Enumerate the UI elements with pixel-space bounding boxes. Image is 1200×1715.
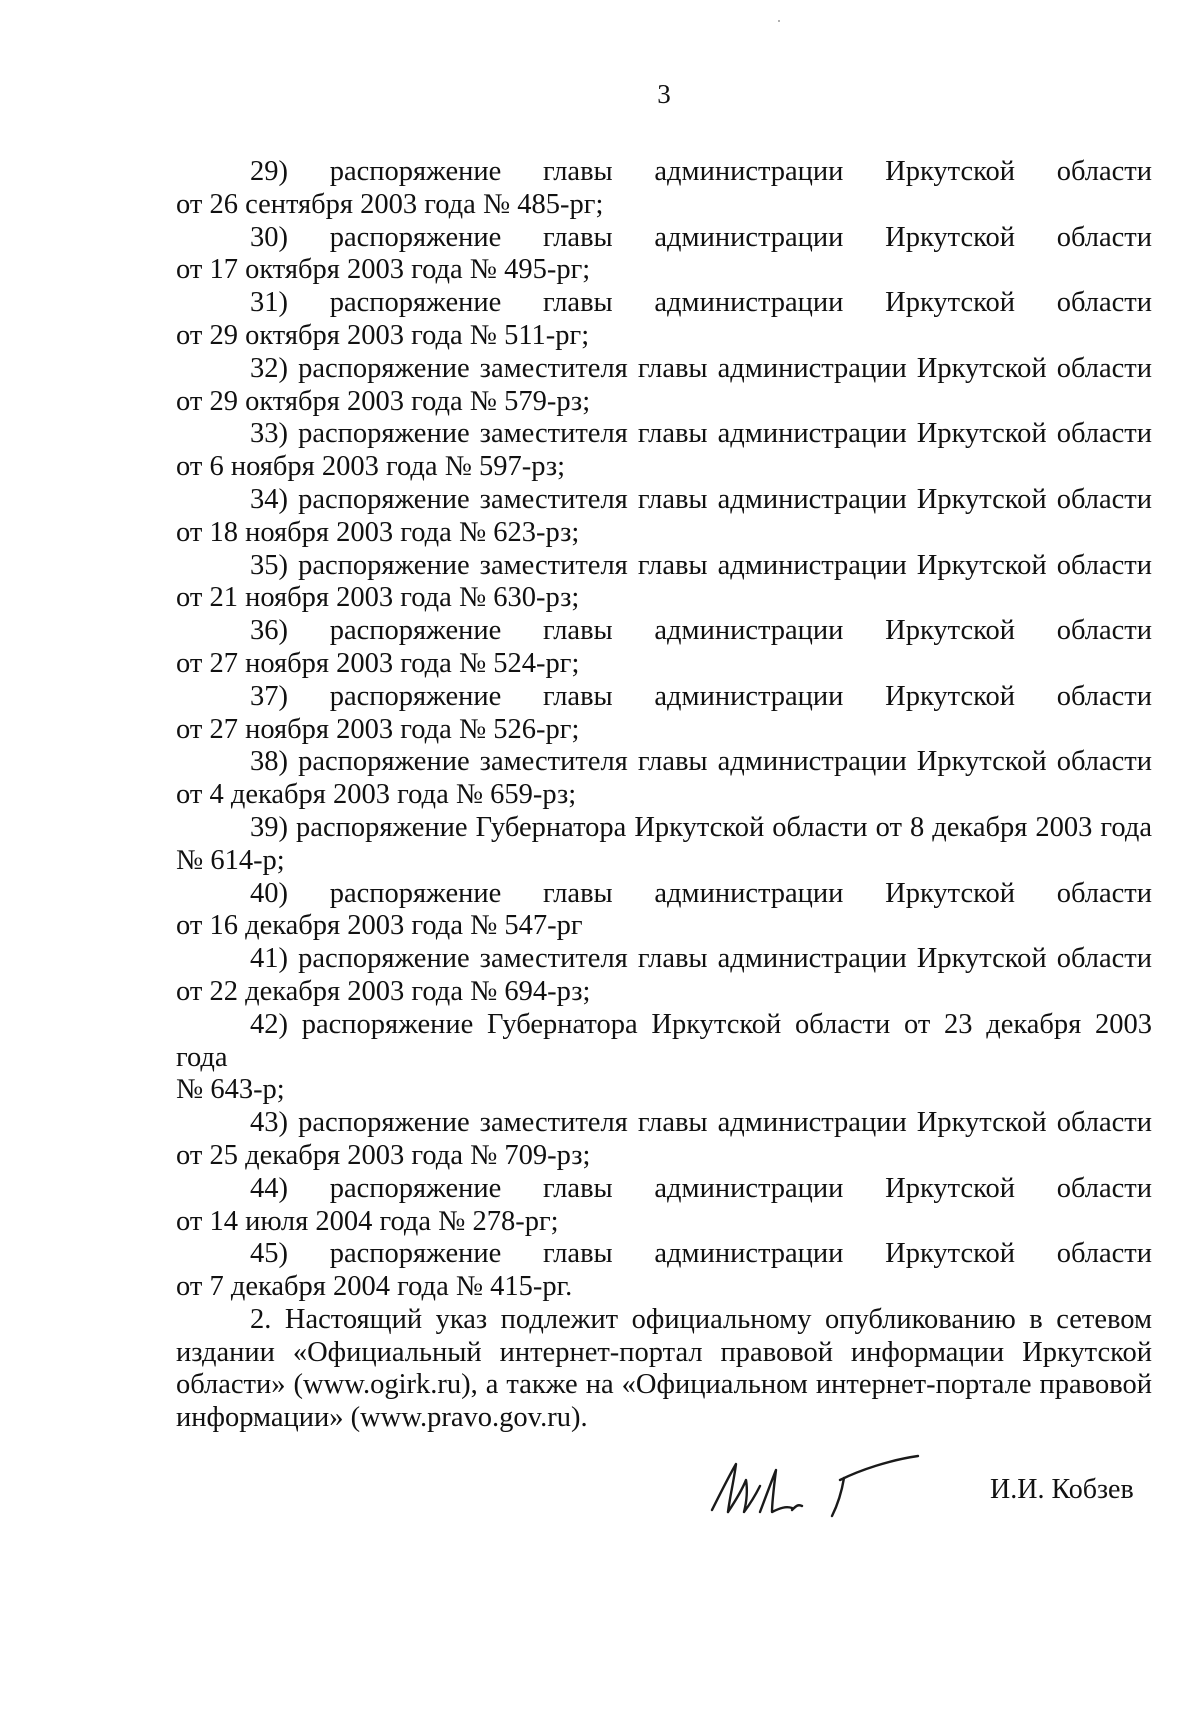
item-continuation: № 643-р;	[176, 1074, 285, 1106]
list-item	[176, 287, 1152, 320]
list-item	[176, 746, 1152, 779]
item-text: распоряжение заместителя главы администрации Иркутской области	[298, 549, 1152, 581]
item-number: 31)	[250, 287, 288, 319]
item-text: распоряжение главы администрации Иркутской области	[329, 287, 1153, 319]
item-text: распоряжение заместителя главы администрации Иркутской области	[298, 483, 1152, 515]
item-number: 35)	[250, 549, 288, 581]
item-continuation: от 17 октября 2003 года № 495-рг;	[176, 254, 591, 286]
item-number: 34)	[250, 483, 288, 515]
item-continuation: от 7 декабря 2004 года № 415-рг.	[176, 1271, 573, 1303]
item-number: 29)	[250, 156, 288, 187]
list-item	[176, 1173, 1152, 1206]
item-number: 32)	[250, 352, 288, 384]
item-number: 37)	[250, 680, 288, 712]
item-text: распоряжение заместителя главы администрации Иркутской области	[298, 943, 1152, 975]
item-continuation: от 29 октября 2003 года № 579-рз;	[176, 385, 591, 417]
item-continuation: от 22 декабря 2003 года № 694-рз;	[176, 975, 591, 1007]
item-text: распоряжение заместителя главы администрации Иркутской области	[298, 1107, 1152, 1139]
item-number: 36)	[250, 615, 288, 647]
item-number: 43)	[250, 1107, 288, 1139]
list-item	[176, 550, 1152, 583]
item-continuation: от 6 ноября 2003 года № 597-рз;	[176, 451, 566, 483]
item-continuation: от 29 октября 2003 года № 511-рг;	[176, 319, 590, 351]
list-item	[176, 1009, 1152, 1075]
item-continuation: от 25 декабря 2003 года № 709-рз;	[176, 1139, 591, 1171]
signer-name: И.И. Кобзев	[990, 1474, 1134, 1505]
document-body	[176, 156, 1152, 1435]
item-number: 33)	[250, 418, 288, 450]
list-item	[176, 1107, 1152, 1140]
page-number: 3	[657, 79, 671, 109]
items-list	[176, 156, 1152, 1304]
list-item	[176, 1238, 1152, 1271]
list-item	[176, 156, 1152, 189]
item-text: распоряжение главы администрации Иркутской области	[329, 680, 1153, 712]
item-text: распоряжение главы администрации Иркутской области	[329, 221, 1153, 253]
list-item	[176, 878, 1152, 911]
list-item	[176, 484, 1152, 517]
publication-paragraph: 2. Настоящий указ подлежит официальному опубликованию в сетевом издании «Официальный интернет-портал правовой информации Иркутской области» (www.ogirk.ru), а также на «Официальном интернет-портале правовой информации» (www.pravo.gov.ru).	[176, 1303, 1152, 1434]
item-text: распоряжение Губернатора Иркутской области от 23 декабря 2003 года	[176, 1008, 1152, 1073]
item-number: 41)	[250, 943, 288, 975]
item-number: 40)	[250, 877, 288, 909]
handwritten-signature	[700, 1450, 930, 1530]
item-number: 38)	[250, 746, 288, 778]
item-continuation: № 614-р;	[176, 844, 285, 876]
list-item	[176, 615, 1152, 648]
signature-block	[700, 1450, 1160, 1530]
item-text: распоряжение заместителя главы администрации Иркутской области	[298, 352, 1152, 384]
item-number: 39)	[250, 811, 288, 843]
item-continuation: от 14 июля 2004 года № 278-рг;	[176, 1205, 559, 1237]
item-text: распоряжение главы администрации Иркутской области	[329, 615, 1153, 647]
list-item	[176, 812, 1152, 845]
item-continuation: от 18 ноября 2003 года № 623-рз;	[176, 516, 580, 548]
list-item	[176, 418, 1152, 451]
list-item	[176, 353, 1152, 386]
item-text: распоряжение главы администрации Иркутской области	[329, 156, 1153, 187]
item-continuation: от 21 ноября 2003 года № 630-рз;	[176, 582, 580, 614]
scan-artifact	[778, 20, 780, 22]
item-text: распоряжение заместителя главы администрации Иркутской области	[298, 746, 1152, 778]
item-text: распоряжение заместителя главы администрации Иркутской области	[298, 418, 1152, 450]
item-number: 45)	[250, 1238, 288, 1270]
item-continuation: от 27 ноября 2003 года № 524-рг;	[176, 647, 580, 679]
item-text: распоряжение главы администрации Иркутской области	[329, 1238, 1153, 1270]
list-item	[176, 222, 1152, 255]
item-continuation: от 4 декабря 2003 года № 659-рз;	[176, 779, 577, 811]
item-continuation: от 16 декабря 2003 года № 547-рг	[176, 910, 583, 942]
item-text: распоряжение главы администрации Иркутской области	[329, 1172, 1153, 1204]
item-continuation: от 26 сентября 2003 года № 485-рг;	[176, 188, 604, 220]
item-number: 44)	[250, 1172, 288, 1204]
item-text: распоряжение Губернатора Иркутской области от 8 декабря 2003 года	[296, 811, 1152, 843]
list-item	[176, 681, 1152, 714]
list-item	[176, 943, 1152, 976]
item-text: распоряжение главы администрации Иркутской области	[329, 877, 1153, 909]
item-number: 42)	[250, 1008, 288, 1040]
item-continuation: от 27 ноября 2003 года № 526-рг;	[176, 713, 580, 745]
item-number: 30)	[250, 221, 288, 253]
